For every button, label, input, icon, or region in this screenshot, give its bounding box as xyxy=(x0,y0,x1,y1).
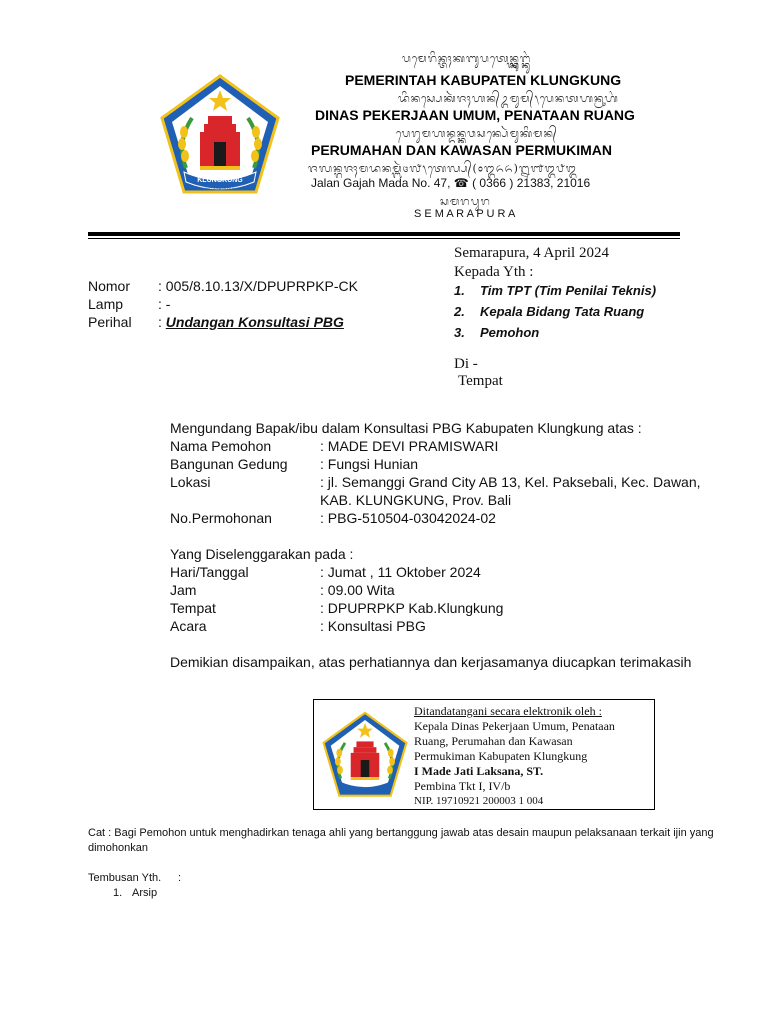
note-line-2: dimohonkan xyxy=(88,842,148,854)
e-signature-box xyxy=(313,699,655,810)
meta-row: Lamp : - xyxy=(88,296,171,312)
telephone-icon: ☎ xyxy=(453,176,469,190)
field-row: Tempat : DPUPRPKP Kab.Klungkung xyxy=(170,600,504,616)
letterhead-rule-thin xyxy=(88,238,680,239)
signer-rank: Pembina Tkt I, IV/b xyxy=(414,779,511,793)
field-row: Hari/Tanggal : Jumat , 11 Oktober 2024 xyxy=(170,564,481,580)
balinese-line-5: ᬲᬫᬭᬧᬸᬭ xyxy=(440,195,491,208)
signed-by-label: Ditandatangani secara elektronik oleh : xyxy=(414,704,602,718)
signer-name: I Made Jati Laksana, ST. xyxy=(414,764,544,778)
klungkung-logo xyxy=(158,72,282,198)
note-line-1: Cat : Bagi Pemohon untuk menghadirkan tenaga ahli yang bertanggung jawab atas desain maupun pelaksanaan terkait ijin yang xyxy=(88,827,714,839)
field-row: Bangunan Gedung : Fungsi Hunian xyxy=(170,456,419,472)
signer-position-1: Kepala Dinas Pekerjaan Umum, Penataan xyxy=(414,719,615,733)
event-intro: Yang Diselenggarakan pada : xyxy=(170,546,354,562)
logo-motto-text: DHARMANING KSATRYA MAHOTAMA xyxy=(184,186,256,191)
field-row: Lokasi : jl. Semanggi Grand City AB 13, Kel. Paksebali, Kec. Dawan, xyxy=(170,474,701,490)
letterhead xyxy=(0,0,768,232)
letterhead-rule-thick xyxy=(88,232,680,236)
recipient-list xyxy=(454,283,656,346)
subject-text: Undangan Konsultasi PBG xyxy=(165,314,344,330)
signature-details xyxy=(414,704,650,809)
org-line-1: PEMERINTAH KABUPATEN KLUNGKUNG xyxy=(345,72,622,88)
balinese-line-3: ᬧᬾᬭᬸᬫᬳᬦ᭄ᬤᬦ᭄ᬓᬯᬲᬦ᭄ᬧᬾᬃᬫᬸᬓᬶᬫᬦ᭄ xyxy=(396,127,558,140)
field-row: Acara : Konsultasi PBG xyxy=(170,618,426,634)
phone-text: ( 0366 ) 21383, 21016 xyxy=(472,176,591,190)
meta-row: Nomor : 005/8.10.13/X/DPUPRPKP-CK xyxy=(88,278,358,294)
balinese-line-2: ᬤᬶᬦᬲ᭄ᬧᬾᬓᬃᬚᬄᬳᬦ᭄ᬉᬫᬸᬫ᭄᭞ᬧᬾᬦᬢᬳᬦ᭄ᬭᬸᬳᬂ xyxy=(398,92,619,105)
intro-text: Mengundang Bapak/ibu dalam Konsultasi PBG Kabupaten Klungkung atas : xyxy=(170,420,642,436)
signer-position-3: Permukiman Kabupaten Klungkung xyxy=(414,749,588,763)
field-row-continuation: KAB. KLUNGKUNG, Prov. Bali xyxy=(320,492,512,508)
letter-date: Semarapura, 4 April 2024 xyxy=(454,245,609,261)
to-label: Kepada Yth : xyxy=(454,264,534,280)
cc-label: Tembusan Yth. xyxy=(88,872,162,884)
closing-text: Demikian disampaikan, atas perhatiannya dan kerjasamanya diucapkan terimakasih xyxy=(170,654,692,670)
cc-colon: : xyxy=(178,872,182,884)
field-row: Jam : 09.00 Wita xyxy=(170,582,395,598)
balinese-line-4: ᬚᬮᬦ᭄ᬕᬚᬄᬫᬤᬦᬫ᭄ᬩᬃ᭔᭗᭞ᬢᬾᬮ᭄ᬧ᭄(᭐᭓᭖᭖)᭒᭑᭓᭘᭓ xyxy=(308,162,578,175)
klungkung-logo-small xyxy=(320,710,410,800)
logo-ribbon-text: KLUNGKUNG xyxy=(197,177,243,184)
address-line xyxy=(311,176,590,190)
field-row: No.Permohonan : PBG-510504-03042024-02 xyxy=(170,510,496,526)
field-row: Nama Pemohon : MADE DEVI PRAMISWARI xyxy=(170,438,499,454)
org-line-3: PERUMAHAN DAN KAWASAN PERMUKIMAN xyxy=(311,142,612,158)
meta-row: Perihal : Undangan Konsultasi PBG xyxy=(88,314,344,330)
signer-nip: NIP. 19710921 200003 1 004 xyxy=(414,795,544,807)
tempat-label: Tempat xyxy=(458,373,503,389)
list-item: 3. Pemohon xyxy=(454,325,540,340)
di-label: Di - xyxy=(454,356,478,372)
signer-position-2: Ruang, Perumahan dan Kawasan xyxy=(414,734,573,748)
city-name: S E M A R A P U R A xyxy=(414,208,516,220)
list-item: 2. Kepala Bidang Tata Ruang xyxy=(454,304,645,319)
address-text: Jalan Gajah Mada No. 47, xyxy=(311,176,451,190)
org-line-2: DINAS PEKERJAAN UMUM, PENATAAN RUANG xyxy=(315,107,635,123)
balinese-line-1: ᬧᬫᬾᬭᬶᬦ᭄ᬢᬄᬓᬩᬸᬧᬢᬾᬦ᭄ᬓ᭄ᬮᬸᬗ᭄ᬓᬸᬂ xyxy=(402,52,532,65)
cc-label-row xyxy=(88,872,181,884)
list-item: 1. Arsip xyxy=(113,887,158,899)
list-item: 1. Tim TPT (Tim Penilai Teknis) xyxy=(454,283,657,298)
